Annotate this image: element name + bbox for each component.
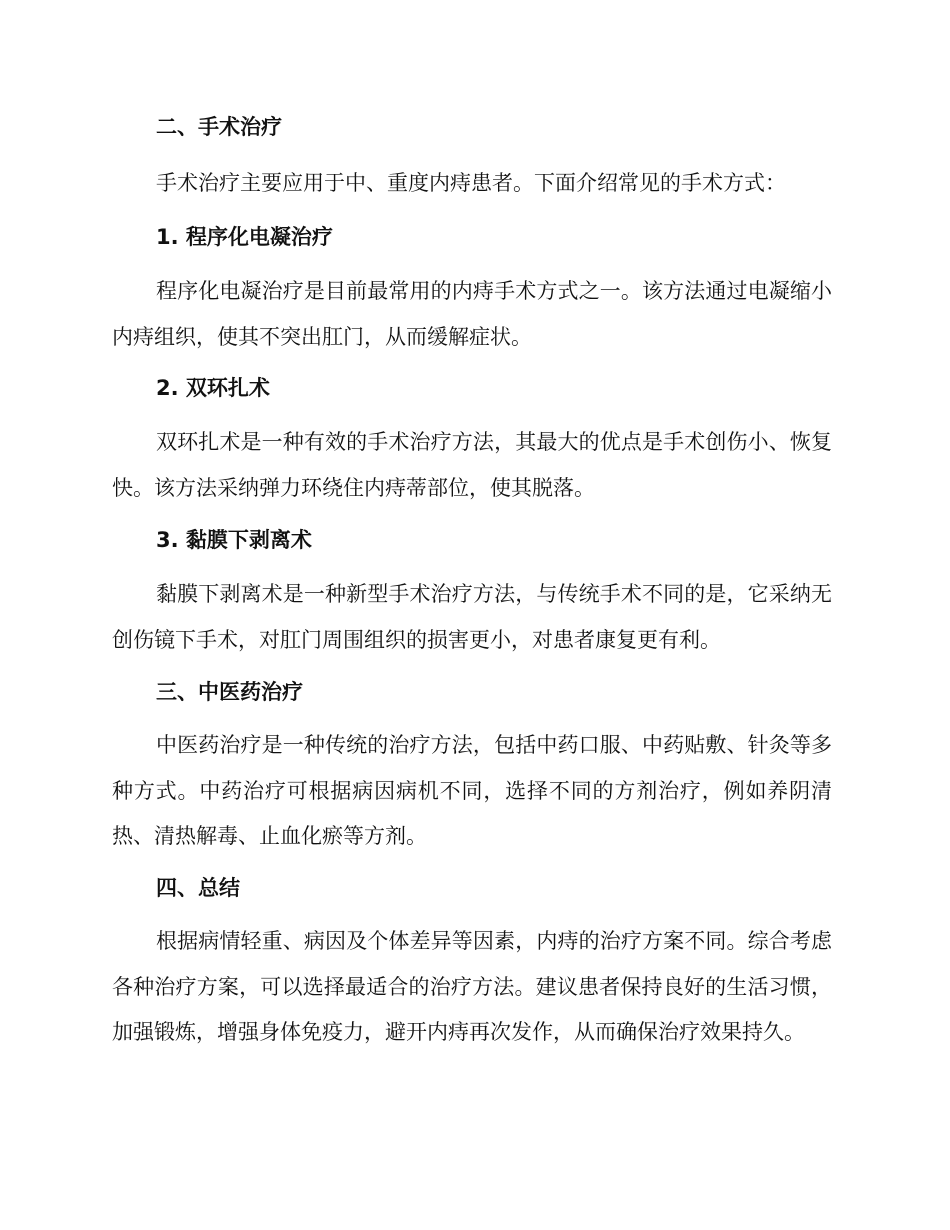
tcm-paragraph: 中医药治疗是一种传统的治疗方法，包括中药口服、中药贴敷、针灸等多种方式。中药治疗可根据病因病机不同，选择不同的方剂治疗，例如养阴清热、清热解毒、止血化瘀等方剂。 — [112, 733, 832, 848]
method2-paragraph: 双环扎术是一种有效的手术治疗方法，其最大的优点是手术创伤小、恢复快。该方法采纳弹力环绕住内痔蒂部位，使其脱落。 — [112, 430, 832, 500]
method3-heading: 3. 黏膜下剥离术 — [156, 528, 312, 552]
surgery-intro-paragraph: 手术治疗主要应用于中、重度内痔患者。下面介绍常见的手术方式： — [156, 171, 786, 195]
method2-heading: 2. 双环扎术 — [156, 376, 270, 400]
surgery-heading: 二、手术治疗 — [156, 115, 282, 139]
tcm-heading: 三、中医药治疗 — [156, 680, 303, 704]
summary-paragraph: 根据病情轻重、病因及个体差异等因素，内痔的治疗方案不同。综合考虑各种治疗方案，可以选择最适合的治疗方法。建议患者保持良好的生活习惯，加强锻炼，增强身体免疫力，避开内痔再次发作，从而确保治疗效果持久。 — [112, 929, 832, 1044]
summary-heading: 四、总结 — [156, 876, 240, 900]
method1-heading: 1. 程序化电凝治疗 — [156, 225, 333, 249]
method1-paragraph: 程序化电凝治疗是目前最常用的内痔手术方式之一。该方法通过电凝缩小内痔组织，使其不突出肛门，从而缓解症状。 — [112, 279, 832, 349]
method3-paragraph: 黏膜下剥离术是一种新型手术治疗方法，与传统手术不同的是，它采纳无创伤镜下手术，对肛门周围组织的损害更小，对患者康复更有利。 — [112, 582, 832, 652]
